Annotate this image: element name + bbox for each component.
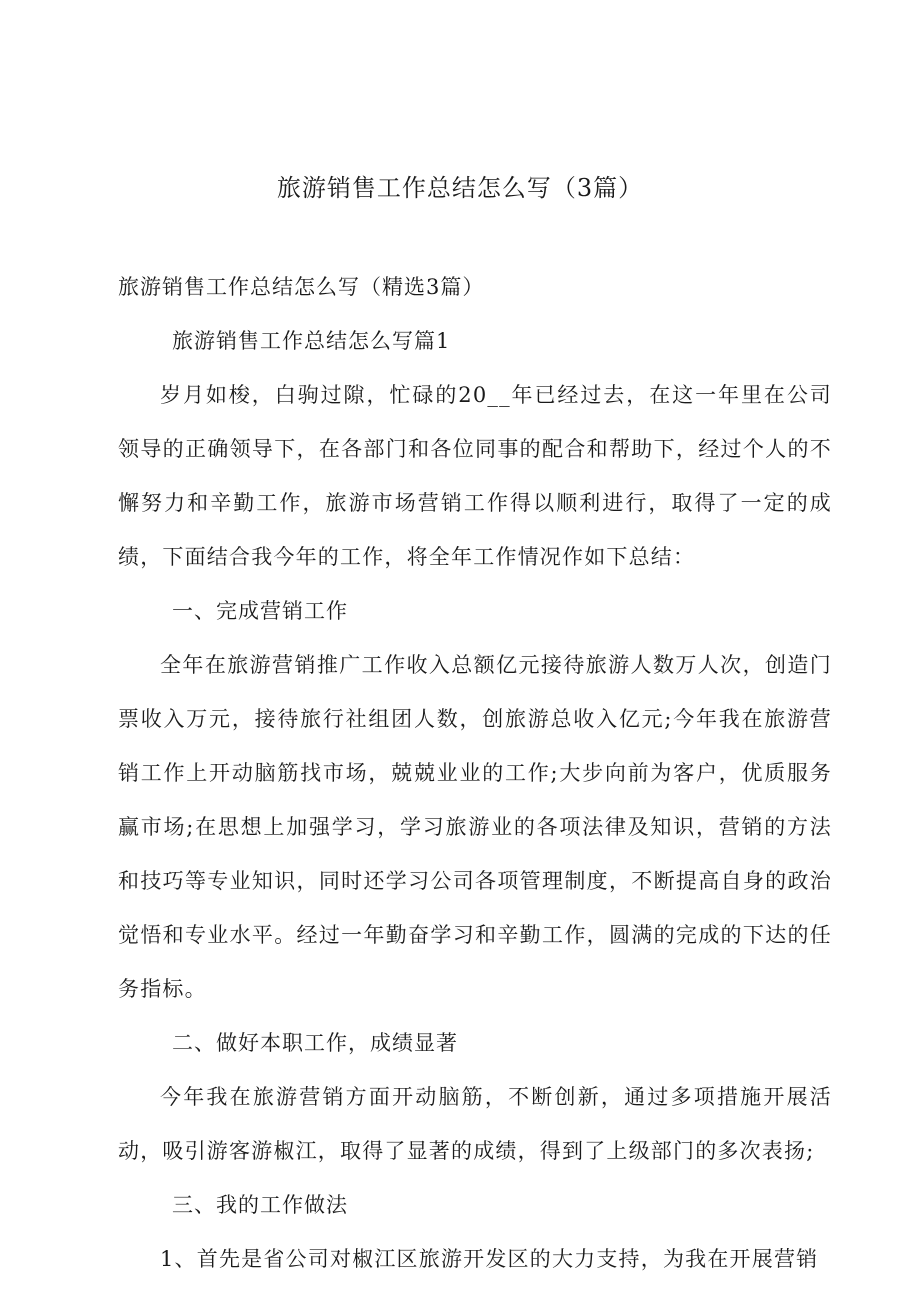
document-body xyxy=(118,270,832,1296)
document-title: 旅游销售工作总结怎么写（3篇） xyxy=(276,174,644,202)
document-subtitle: 旅游销售工作总结怎么写（精选3篇） xyxy=(118,275,485,299)
heading-one: 一、完成营销工作 xyxy=(172,599,348,623)
section-heading: 旅游销售工作总结怎么写篇1 xyxy=(172,329,451,353)
paragraph-method-1: 1、首先是省公司对椒江区旅游开发区的大力支持，为我在开展营销 xyxy=(160,1247,819,1271)
paragraph-marketing: 全年在旅游营销推广工作收入总额亿元接待旅游人数万人次，创造门票收入万元，接待旅行社组团人数，创旅游总收入亿元;今年我在旅游营销工作上开动脑筋找市场，兢兢业业的工作;大步向前为客户，优质服务赢市场;在思想上加强学习，学习旅游业的各项法律及知识，营销的方法和技巧等专业知识，同时还学习公司各项管理制度，不断提高自身的政治觉悟和专业水平。经过一年勤奋学习和辛勤工作，圆满的完成的下达的任务指标。 xyxy=(118,653,832,1001)
paragraph-intro: 岁月如梭，白驹过隙，忙碌的20__年已经过去，在这一年里在公司领导的正确领导下，在各部门和各位同事的配合和帮助下，经过个人的不懈努力和辛勤工作，旅游市场营销工作得以顺利进行，取得了一定的成绩，下面结合我今年的工作，将全年工作情况作如下总结： xyxy=(118,383,832,569)
paragraph-achievements: 今年我在旅游营销方面开动脑筋，不断创新，通过多项措施开展活动，吸引游客游椒江，取得了显著的成绩，得到了上级部门的多次表扬; xyxy=(118,1085,832,1163)
heading-three: 三、我的工作做法 xyxy=(172,1193,348,1217)
heading-two: 二、做好本职工作，成绩显著 xyxy=(172,1031,458,1055)
